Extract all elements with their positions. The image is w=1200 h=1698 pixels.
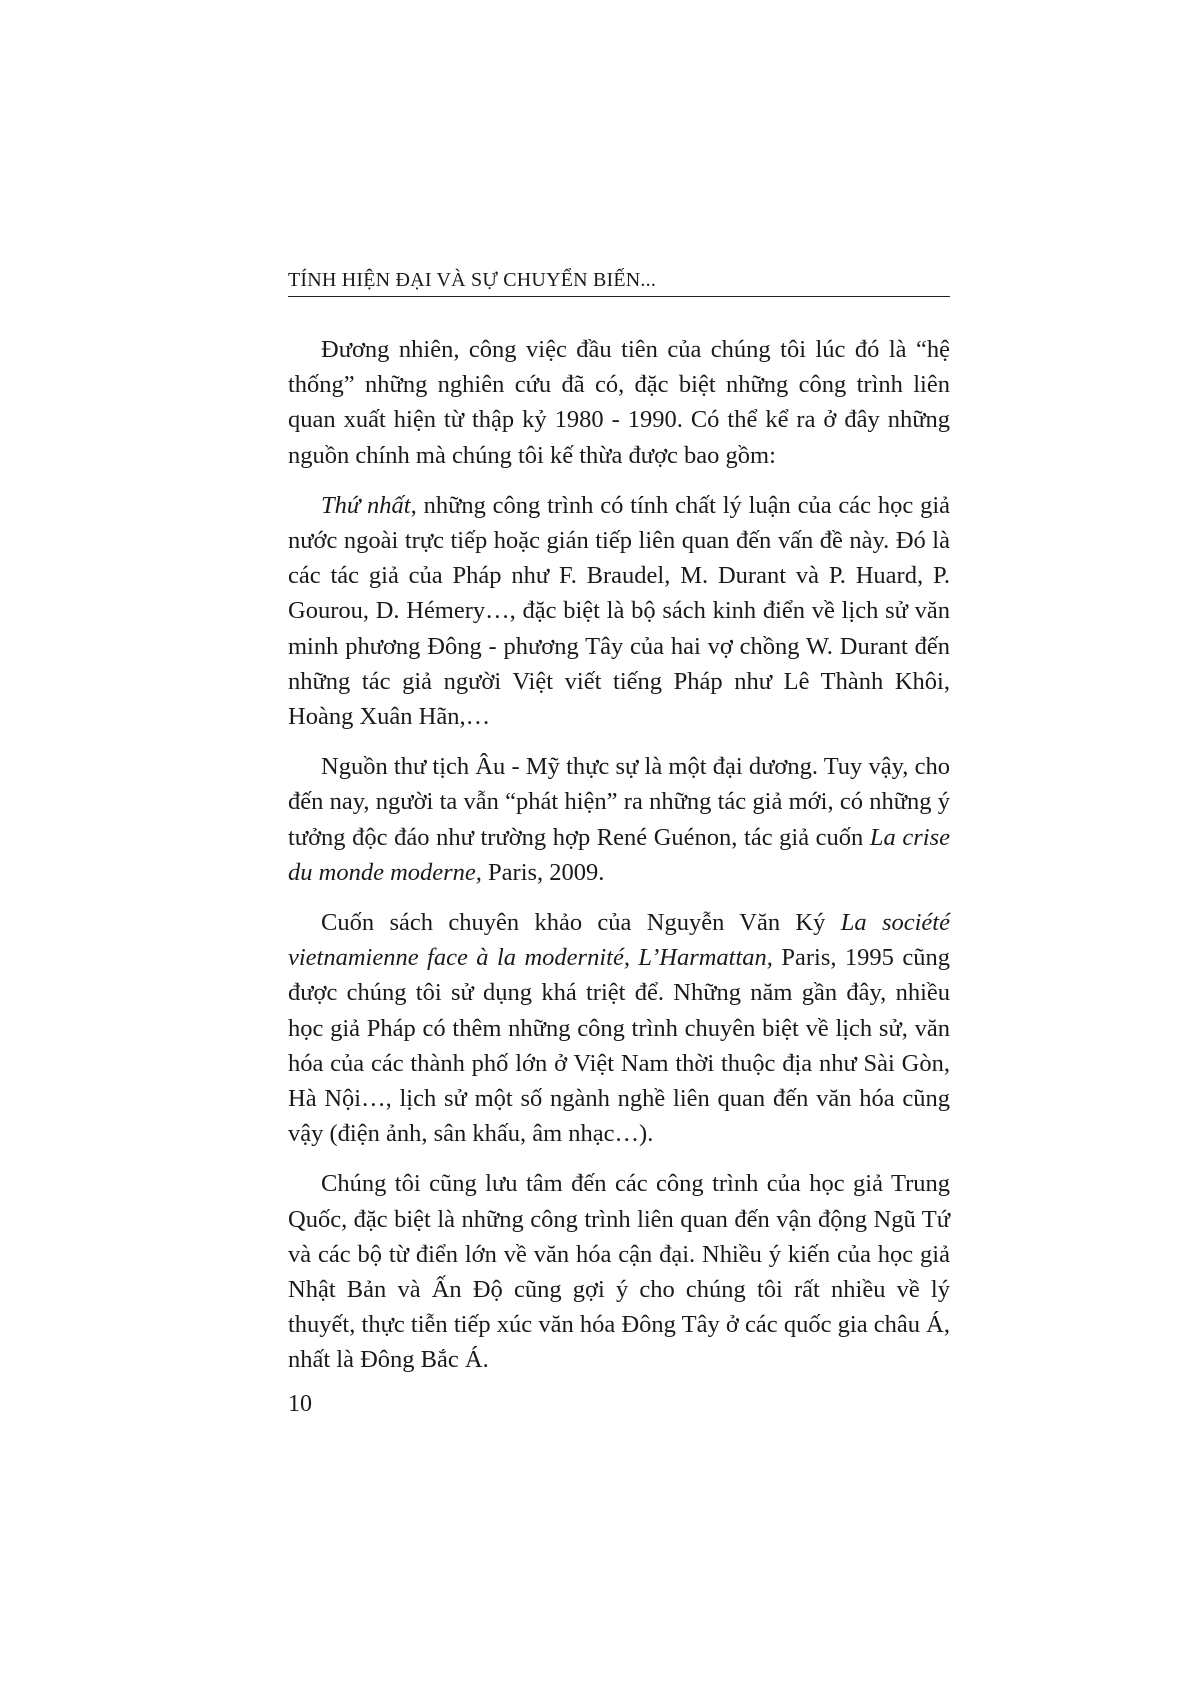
book-title-italic: La crise du monde moderne, — [288, 823, 950, 886]
paragraph-text: , những công trình có tính chất lý luận của các học giả nước ngoài trực tiếp hoặc gián tiếp liên quan đến vấn đề này. Đó là các tác giả của Pháp như F. Braudel, M. Durant và P. Huard, P. Gourou, D. Hémery…, đặc biệt là bộ sách kinh điển về lịch sử văn minh phương Đông - phương Tây của hai vợ chồng W. Durant đến những tác giả người Việt viết tiếng Pháp như Lê Thành Khôi, Hoàng Xuân Hãn,… — [288, 491, 950, 731]
page-number: 10 — [288, 1391, 312, 1417]
paragraph-text: Cuốn sách chuyên khảo của Nguyễn Văn Ký — [321, 909, 841, 937]
book-title-italic: La société vietnamienne face à la modernité, L’Harmattan, — [288, 909, 950, 972]
paragraph-3 — [288, 749, 950, 890]
running-header: TÍNH HIỆN ĐẠI VÀ SỰ CHUYỂN BIẾN... — [288, 268, 950, 297]
paragraph-text: Đương nhiên, công việc đầu tiên của chúng tôi lúc đó là “hệ thống” những nghiên cứu đã có, đặc biệt những công trình liên quan xuất hiện từ thập kỷ 1980 - 1990. Có thể kể ra ở đây những nguồn chính mà chúng tôi kế thừa được bao gồm: — [288, 336, 950, 469]
paragraph-italic-lead: Thứ nhất — [321, 491, 411, 519]
paragraph-text: Paris, 2009. — [481, 858, 605, 886]
book-page — [288, 268, 950, 1393]
body-text — [288, 332, 950, 1378]
paragraph-2 — [288, 488, 950, 734]
paragraph-text: Chúng tôi cũng lưu tâm đến các công trình của học giả Trung Quốc, đặc biệt là những công trình liên quan đến vận động Ngũ Tứ và các bộ từ điển lớn về văn hóa cận đại. Nhiều ý kiến của học giả Nhật Bản và Ấn Độ cũng gợi ý cho chúng tôi rất nhiều về lý thuyết, thực tiễn tiếp xúc văn hóa Đông Tây ở các quốc gia châu Á, nhất là Đông Bắc Á. — [288, 1170, 950, 1374]
paragraph-1 — [288, 332, 950, 473]
paragraph-text: Paris, 1995 cũng được chúng tôi sử dụng khá triệt để. Những năm gần đây, nhiều học giả Pháp có thêm những công trình chuyên biệt về lịch sử, văn hóa của các thành phố lớn ở Việt Nam thời thuộc địa như Sài Gòn, Hà Nội…, lịch sử một số ngành nghề liên quan đến văn hóa cũng vậy (điện ảnh, sân khấu, âm nhạc…). — [288, 944, 950, 1148]
paragraph-text: Nguồn thư tịch Âu - Mỹ thực sự là một đại dương. Tuy vậy, cho đến nay, người ta vẫn “phát hiện” ra những tác giả mới, có những ý tưởng độc đáo như trường hợp René Guénon, tác giả cuốn — [288, 753, 950, 851]
paragraph-5 — [288, 1166, 950, 1377]
paragraph-4 — [288, 905, 950, 1151]
